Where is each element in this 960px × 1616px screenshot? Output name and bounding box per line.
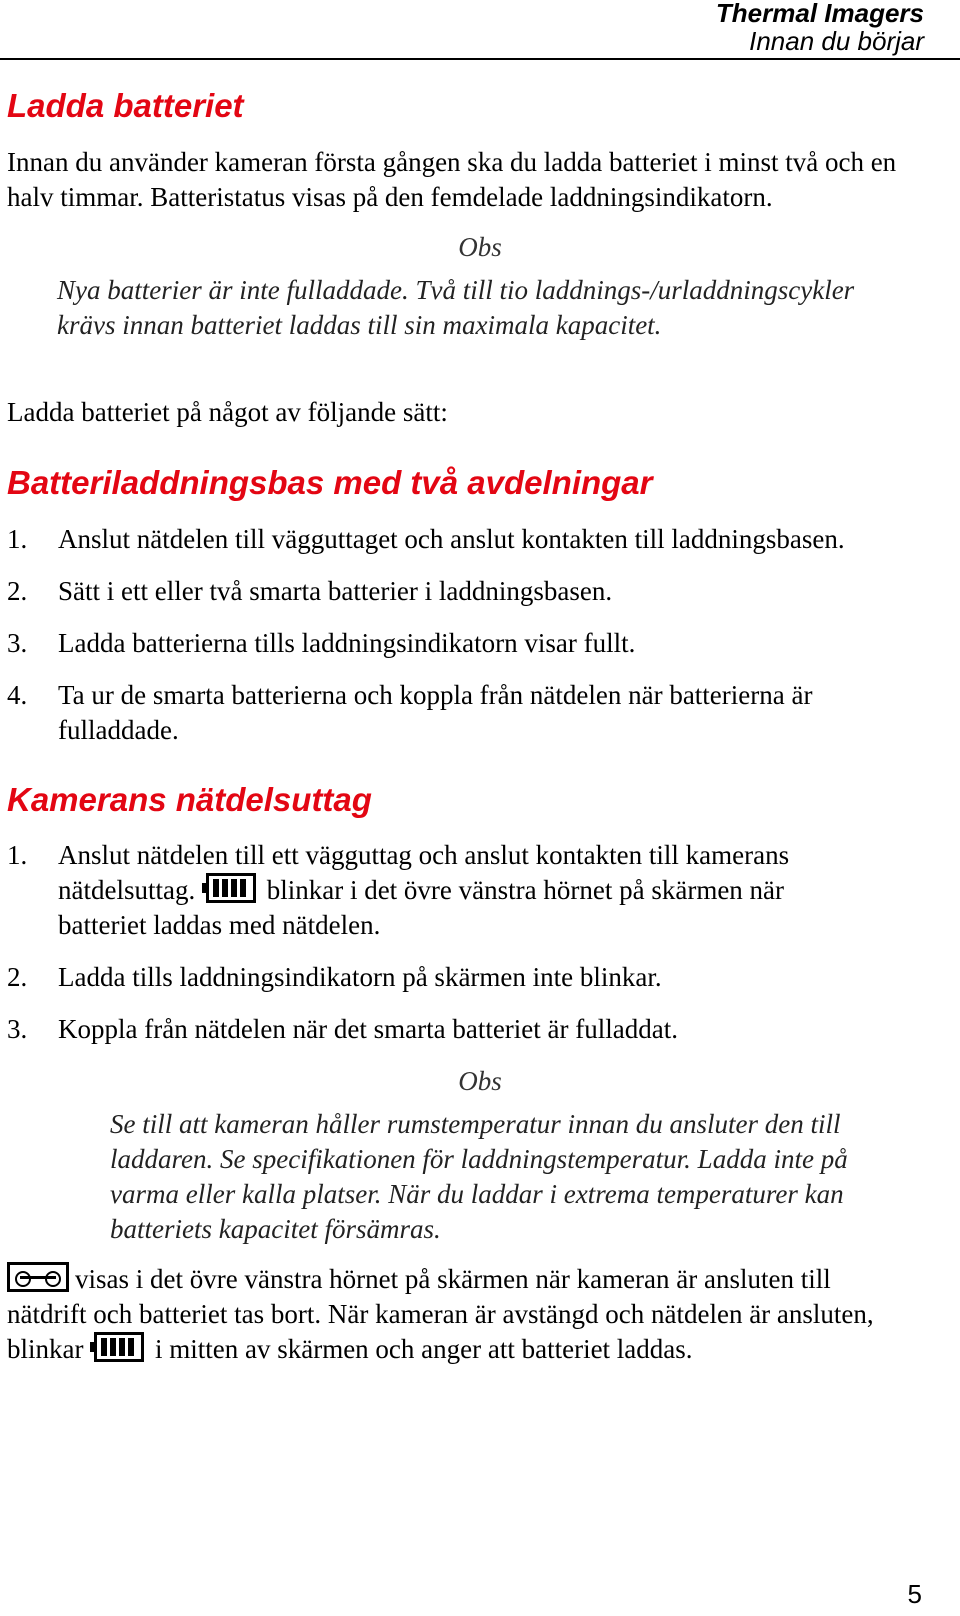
closing-text-part2: i mitten av skärmen och anger att batteriet laddas.: [154, 1334, 693, 1364]
note1-body: Nya batterier är inte fulladdade. Två till tio laddnings-/urladdningscykler krävs innan batteriet laddas till sin maximala kapacitet.: [57, 275, 855, 340]
note2-title: Obs: [458, 1066, 502, 1096]
header-section: Innan du börjar: [749, 26, 924, 56]
list-number: 2.: [7, 962, 28, 992]
closing-paragraph: [7, 1262, 907, 1367]
list-number: 3.: [7, 1014, 28, 1044]
note2-body: Se till att kameran håller rumstemperatur innan du ansluter den till laddaren. Se specifikationen för laddningstemperatur. Ladda inte på varma eller kalla platser. När du laddar i extrema temperaturer kan batteriets kapacitet försämras.: [110, 1109, 848, 1244]
running-header: [716, 0, 924, 56]
list-number: 3.: [7, 628, 28, 658]
battery-full-icon: [94, 1332, 144, 1362]
methods-intro: Ladda batteriet på något av följande sätt:: [7, 397, 448, 427]
page-number: 5: [907, 1579, 922, 1609]
closing-text-part1: visas i det övre vänstra hörnet på skärmen när kameran är ansluten till nätdrift och batteriet tas bort. När kameran är avstängd och nätdelen är ansluten, blinkar: [7, 1264, 874, 1364]
page-title: Ladda batteriet: [7, 87, 244, 124]
note1-title: Obs: [458, 232, 502, 262]
list-number: 4.: [7, 680, 28, 710]
list-text: Koppla från nätdelen när det smarta batteriet är fulladdat.: [58, 1014, 678, 1044]
list-text: Sätt i ett eller två smarta batterier i laddningsbasen.: [58, 576, 613, 606]
list-text: Ta ur de smarta batterierna och koppla från nätdelen när batterierna är fulladdade.: [58, 680, 813, 745]
step-text-after: blinkar i det övre vänstra hörnet på skärmen när batteriet laddas med nätdelen.: [58, 875, 785, 940]
list-text: Ladda tills laddningsindikatorn på skärmen inte blinkar.: [58, 962, 662, 992]
section-heading-base: Batteriladdningsbas med två avdelningar: [7, 464, 653, 501]
battery-full-icon: [206, 873, 256, 903]
header-rule: [0, 58, 960, 60]
list-number: 2.: [7, 576, 28, 606]
header-brand: Thermal Imagers: [715, 0, 924, 28]
ac-power-icon: [7, 1262, 69, 1292]
list-text: Anslut nätdelen till vägguttaget och anslut kontakten till laddningsbasen.: [58, 524, 845, 554]
step-text-before: Anslut nätdelen till ett vägguttag och anslut kontakten till kamerans nätdelsuttag.: [58, 840, 790, 905]
section-heading-camera: Kamerans nätdelsuttag: [7, 781, 372, 818]
list-number: 1.: [7, 524, 28, 554]
list-number: 1.: [7, 840, 28, 870]
list-text: Ladda batterierna tills laddningsindikatorn visar fullt.: [58, 628, 636, 658]
list-text: [58, 838, 878, 943]
intro-paragraph: Innan du använder kameran första gången ska du ladda batteriet i minst två och en halv timmar. Batteristatus visas på den femdelade laddningsindikatorn.: [7, 147, 897, 212]
